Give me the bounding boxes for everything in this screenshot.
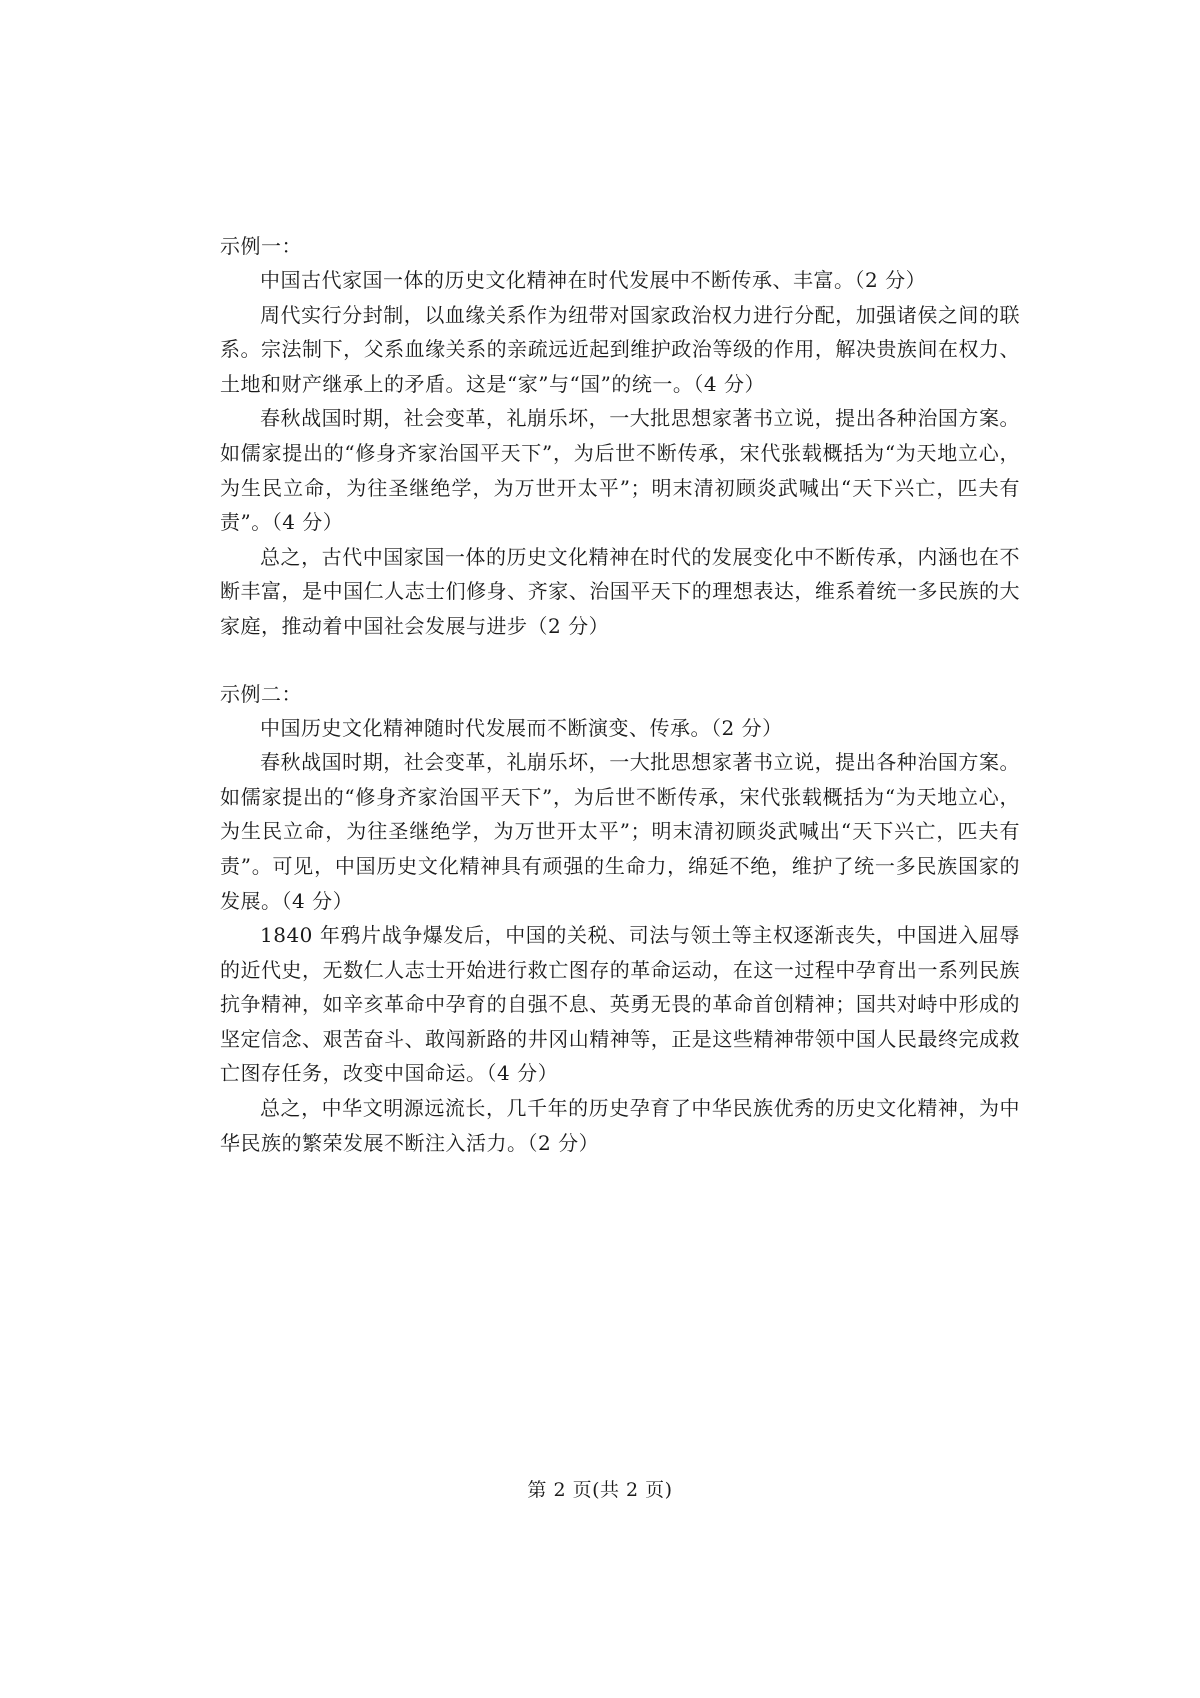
example-two-section (220, 677, 1020, 1161)
example-one-conclusion: 总之，古代中国家国一体的历史文化精神在时代的发展变化中不断传承，内涵也在不断丰富，是中国仁人志士们修身、齐家、治国平天下的理想表达，维系着统一多民族的大家庭，推动着中国社会发展与进步（2 分） (220, 544, 1020, 638)
example-two-conclusion: 总之，中华文明源远流长，几千年的历史孕育了中华民族优秀的历史文化精神，为中华民族的繁荣发展不断注入活力。（2 分） (220, 1096, 1020, 1155)
example-one-thesis: 中国古代家国一体的历史文化精神在时代发展中不断传承、丰富。（2 分） (260, 268, 927, 292)
example-one-paragraph-zhou: 周代实行分封制，以血缘关系作为纽带对国家政治权力进行分配，加强诸侯之间的联系。宗法制下，父系血缘关系的亲疏远近起到维护政治等级的作用，解决贵族间在权力、土地和财产继承上的矛盾。这是“家”与“国”的统一。（4 分） (220, 302, 1020, 396)
example-two-heading: 示例二： (220, 681, 302, 706)
example-one-paragraph-spring-autumn: 春秋战国时期，社会变革，礼崩乐坏，一大批思想家著书立说，提出各种治国方案。如儒家提出的“修身齐家治国平天下”，为后世不断传承，宋代张载概括为“为天地立心，为生民立命，为往圣继绝学，为万世开太平”；明末清初顾炎武喊出“天下兴亡，匹夫有责”。（4 分） (220, 406, 1020, 535)
example-two-thesis: 中国历史文化精神随时代发展而不断演变、传承。（2 分） (260, 715, 783, 740)
page-number-footer: 第 2 页(共 2 页) (527, 1479, 673, 1501)
example-one-heading: 示例一： (220, 234, 302, 258)
example-two-paragraph-spring-autumn: 春秋战国时期，社会变革，礼崩乐坏，一大批思想家著书立说，提出各种治国方案。如儒家提出的“修身齐家治国平天下”，为后世不断传承，宋代张载概括为“为天地立心，为生民立命，为往圣继绝学，为万世开太平”；明末清初顾炎武喊出“天下兴亡，匹夫有责”。可见，中国历史文化精神具有顽强的生命力，绵延不绝，维护了统一多民族国家的发展。（4 分） (220, 750, 1020, 913)
section-spacer (220, 644, 1020, 677)
example-one-section (220, 229, 1020, 644)
example-two-paragraph-modern-history: 1840 年鸦片战争爆发后，中国的关税、司法与领土等主权逐渐丧失，中国进入屈辱的近代史，无数仁人志士开始进行救亡图存的革命运动，在这一过程中孕育出一系列民族抗争精神，如辛亥革命中孕育的自强不息、英勇无畏的革命首创精神；国共对峙中形成的坚定信念、艰苦奋斗、敢闯新路的井冈山精神等，正是这些精神带领中国人民最终完成救亡图存任务，改变中国命运。（4 分） (220, 923, 1020, 1086)
answer-content (220, 229, 1020, 1160)
